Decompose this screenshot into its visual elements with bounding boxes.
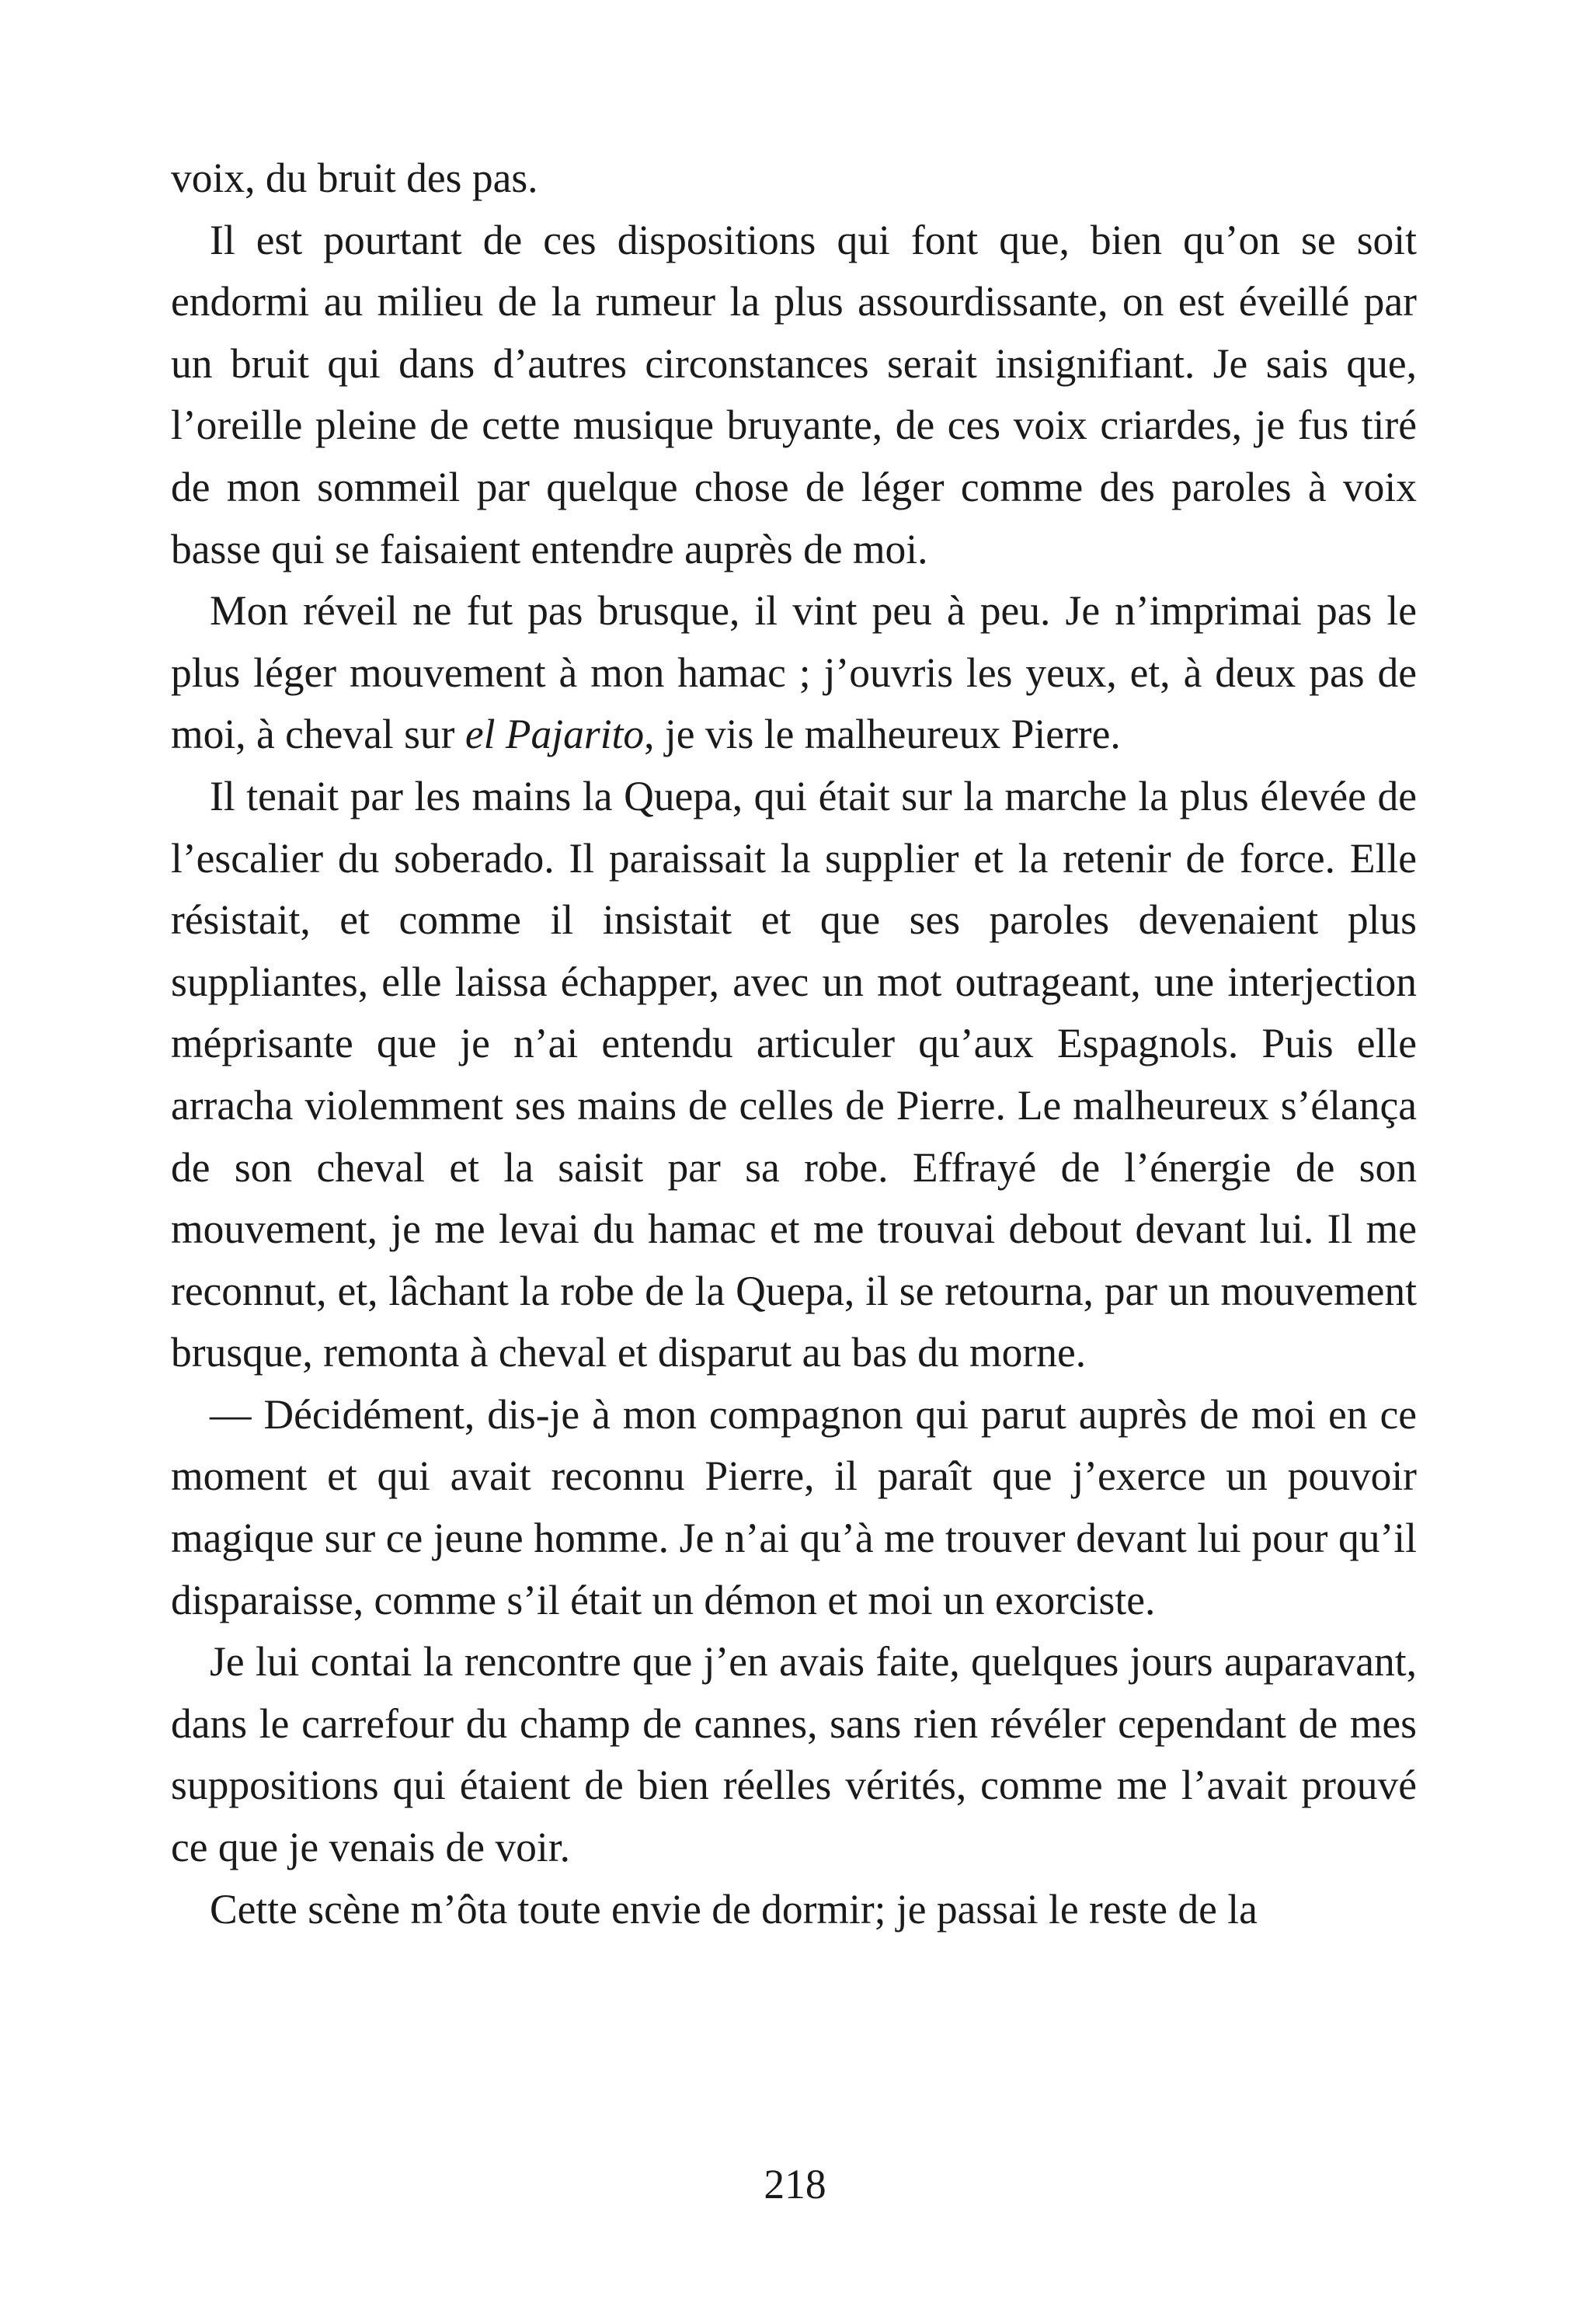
paragraph-3 [171,580,1417,766]
paragraph-3-end: , je vis le malheureux Pierre. [644,711,1121,758]
paragraph-1: voix, du bruit des pas. [171,155,538,201]
paragraph-2: Il est pourtant de ces dispositions qui font que, bien qu’on se soit endormi au milieu de la rumeur la plus assourdissante, on est éveillé par un bruit qui dans d’autres circonstances serait insignifiant. Je sais que, l’oreille pleine de cette musique bruyante, de ces voix criardes, je fus tiré de mon sommeil par quelque chose de léger comme des paroles à voix basse qui se faisaient entendre auprès de moi. [171,216,1417,572]
paragraph-7: Cette scène m’ôta toute envie de dormir; je passai le reste de la [210,1885,1258,1933]
paragraph-5: — Décidément, dis-je à mon compagnon qui parut auprès de moi en ce moment et qui avait reconnu Pierre, il paraît que j’exerce un pouvoir magique sur ce jeune homme. Je n’ai qu’à me trouver devant lui pour qu’il disparaisse, comme s’il était un démon et moi un exorciste. [171,1390,1417,1623]
paragraph-4: Il tenait par les mains la Quepa, qui était sur la marche la plus élevée de l’escalier du soberado. Il paraissait la supplier et la retenir de force. Elle résistait, et comme il insistait et que ses paroles devenaient plus suppliantes, elle laissa échapper, avec un mot outrageant, une interjection méprisante que je n’ai entendu articuler qu’aux Espagnols. Puis elle arracha violemment ses mains de celles de Pierre. Le malheureux s’élança de son cheval et la saisit par sa robe. Effrayé de l’énergie de son mouvement, je me levai du hamac et me trouvai debout devant lui. Il me reconnut, et, lâchant la robe de la Quepa, il se retourna, par un mouvement brusque, remonta à cheval et disparut au bas du morne. [171,772,1417,1376]
paragraph-3-start: Mon réveil ne fut pas brusque, il vint peu à peu. Je n’imprimai pas le plus léger mouvement à mon hamac ; j’ouvris les yeux, et, à deux pas de moi, à cheval sur [171,587,1417,758]
paragraph-6: Je lui contai la rencontre que j’en avais faite, quelques jours auparavant, dans le carrefour du champ de cannes, sans rien révéler cependant de mes suppositions qui étaient de bien réelles vérités, comme me l’avait prouvé ce que je venais de voir. [171,1638,1417,1871]
italic-term: el Pajarito [464,711,645,758]
page-body [171,148,1417,1940]
page-number: 218 [764,2161,826,2207]
